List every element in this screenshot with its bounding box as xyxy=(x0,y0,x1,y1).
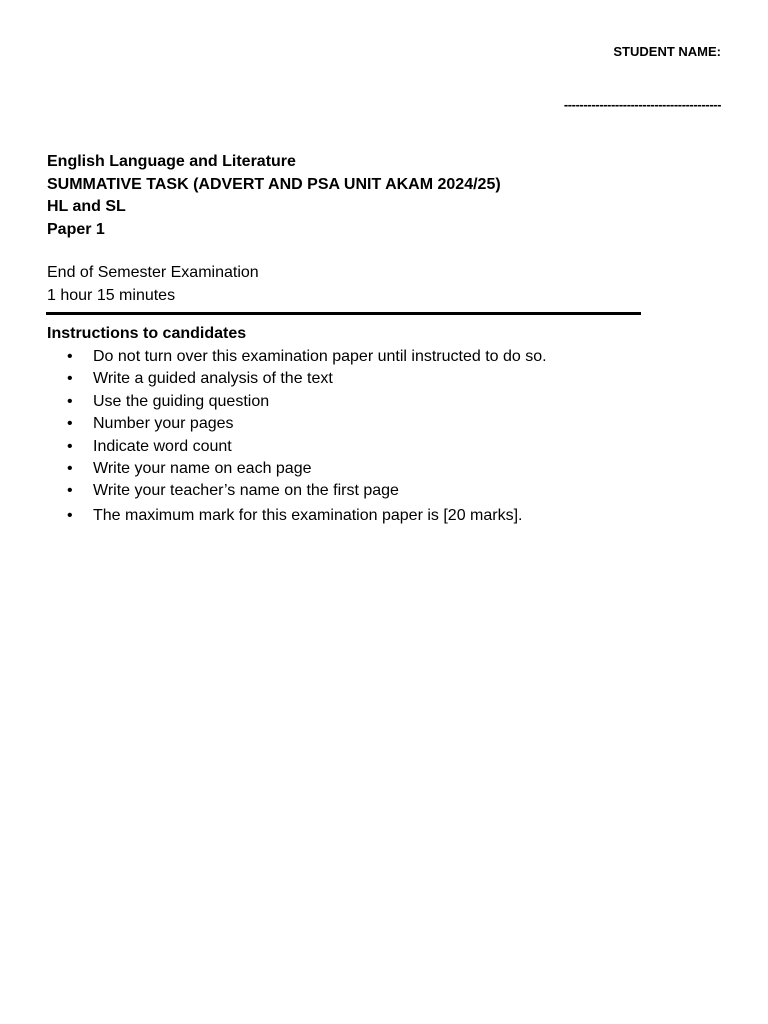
exam-name: End of Semester Examination xyxy=(47,264,259,281)
exam-details xyxy=(47,262,259,307)
list-item xyxy=(0,368,547,390)
instructions-list xyxy=(0,346,547,527)
instructions-heading: Instructions to candidates xyxy=(47,325,247,342)
list-item xyxy=(0,480,547,502)
exam-duration: 1 hour 15 minutes xyxy=(47,286,176,304)
list-item xyxy=(0,346,547,368)
task-title: SUMMATIVE TASK (ADVERT AND PSA UNIT AKAM 2024/25) xyxy=(47,175,501,193)
bullet-icon: • xyxy=(67,482,73,500)
list-item xyxy=(0,413,547,435)
instruction-text: Write your teacher’s name on the first page xyxy=(93,482,399,500)
bullet-icon: • xyxy=(67,348,73,365)
instruction-text: Indicate word count xyxy=(93,437,232,455)
student-name-blank-line: ---------------------------------------- xyxy=(563,97,721,112)
level-text: HL and SL xyxy=(47,198,126,216)
list-item xyxy=(0,458,547,480)
horizontal-divider xyxy=(46,312,641,315)
student-name-label: STUDENT NAME: xyxy=(613,44,721,59)
subject-title: English Language and Literature xyxy=(47,153,296,170)
instruction-text: Number your pages xyxy=(93,415,234,433)
instruction-text: Write your name on each page xyxy=(93,459,312,477)
instruction-text: The maximum mark for this examination paper is [20 marks]. xyxy=(93,506,523,524)
bullet-icon: • xyxy=(67,459,73,477)
paper-number: Paper 1 xyxy=(47,221,105,239)
instruction-text: Write a guided analysis of the text xyxy=(93,370,333,388)
bullet-icon: • xyxy=(67,392,73,410)
list-item xyxy=(0,436,547,458)
bullet-icon: • xyxy=(67,437,73,455)
list-item xyxy=(0,505,547,527)
bullet-icon: • xyxy=(67,370,73,388)
instruction-text: Do not turn over this examination paper until instructed to do so. xyxy=(93,348,547,365)
bullet-icon: • xyxy=(67,415,73,433)
list-item xyxy=(0,391,547,413)
exam-header xyxy=(47,151,501,242)
instruction-text: Use the guiding question xyxy=(93,392,270,410)
bullet-icon: • xyxy=(67,506,73,524)
